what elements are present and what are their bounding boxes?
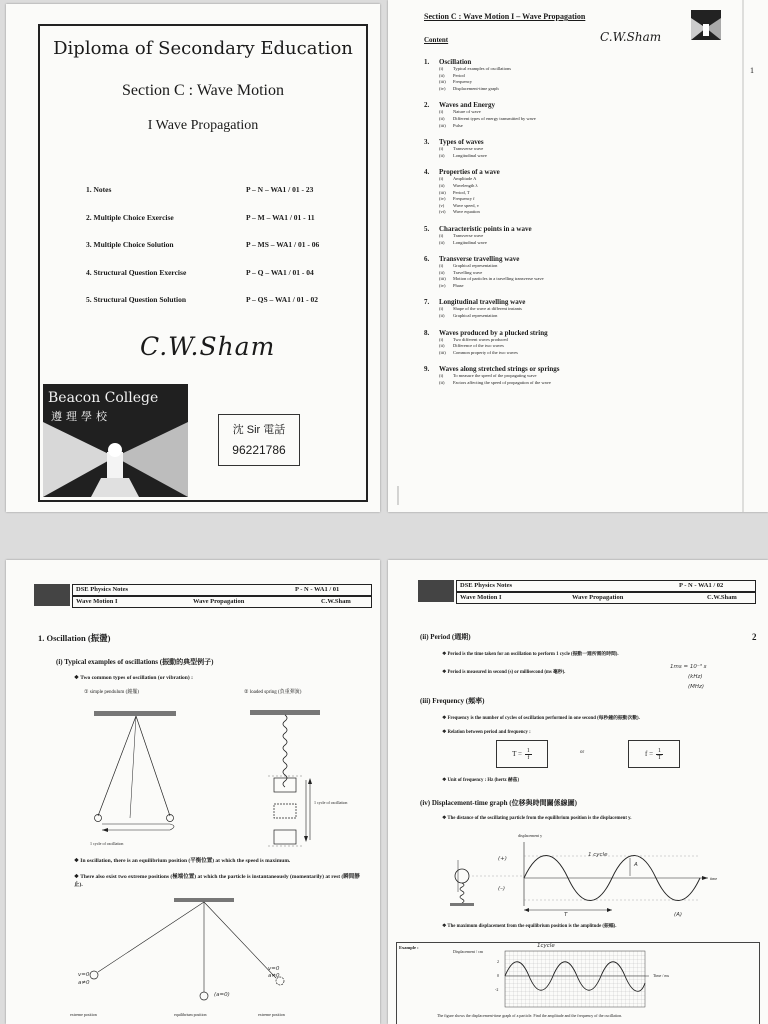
contents-subitem-text: Transverse wave <box>453 232 484 238</box>
contents-subitem <box>439 263 724 270</box>
contents-subitem-numeral: (iii) <box>439 122 446 128</box>
contents-topic-text: Types of waves <box>439 138 484 147</box>
notes-page-2 <box>388 560 768 1024</box>
section-heading: 1. Oscillation (振盪) <box>38 633 111 643</box>
page-number: 1 <box>750 66 754 75</box>
contents-subitem-text: Wave speed, v <box>453 202 480 208</box>
contents-subitem-numeral: (i) <box>439 232 444 238</box>
contents-subitem <box>439 373 724 380</box>
contents-subitem-text: Longitudinal wave <box>453 239 487 245</box>
contents-subitem-numeral: (ii) <box>439 115 445 121</box>
handnote-amplitude: A <box>634 862 638 868</box>
contents-subitem-numeral: (i) <box>439 66 444 71</box>
displacement-heading: (iv) Displacement-time graph (位移與時間關係線圖) <box>420 799 577 807</box>
contents-subitem-numeral: (ii) <box>439 239 445 245</box>
toc-row <box>86 286 356 314</box>
lighthouse-icon <box>43 422 188 497</box>
frac-denominator: f <box>527 754 530 761</box>
contents-topic-number: 2. <box>424 101 430 110</box>
contents-topic <box>424 255 724 289</box>
contents-subitem <box>439 183 724 190</box>
contents-subitem-text: Period <box>453 72 465 78</box>
contents-subitem-numeral: (vi) <box>439 209 446 215</box>
axis-t-label: time <box>710 876 718 881</box>
example-label: Example : <box>399 945 419 950</box>
contents-topic-title <box>424 101 724 109</box>
header-topic: Wave Motion I <box>460 594 502 601</box>
contents-subitem-text: Frequency <box>453 79 472 85</box>
contents-topic-number: 6. <box>424 255 430 264</box>
header-subtopic: Wave Propagation <box>572 594 624 601</box>
handnote-amplitude-2: (A) <box>674 912 683 918</box>
toc-row <box>86 204 356 232</box>
contents-subitem <box>439 86 724 93</box>
displacement-definition: ❖ The distance of the oscillating particle from the equilibrium position is the displacement y. <box>442 816 632 821</box>
bullet-equilibrium: ❖ In oscillation, there is an equilibrium position (平衡位置) at which the speed is maximum. <box>74 858 291 864</box>
handnote-minus: (–) <box>498 886 506 892</box>
extreme-right-label: extreme position <box>258 1012 285 1017</box>
header-subtopic: Wave Propagation <box>193 598 245 605</box>
contents-subitem <box>439 146 724 153</box>
contents-subitem-text: Shape of the wave at different instants <box>453 306 522 312</box>
contents-subitem-numeral: (i) <box>439 306 444 312</box>
contents-subitem-numeral: (iii) <box>439 189 446 195</box>
example-handnote-cycle: 1cycle <box>537 943 555 949</box>
contents-subitem-numeral: (ii) <box>439 380 445 386</box>
contents-topic <box>424 58 724 92</box>
oscillation-figures <box>6 560 380 1024</box>
contents-subitem-text: Typical examples of oscillations <box>453 66 512 71</box>
frequency-definition: ❖ Frequency is the number of cycles of oscillation performed in one second (每秒鐘的振動次數). <box>442 716 640 721</box>
contents-subitem-numeral: (i) <box>439 109 444 115</box>
contents-subitem-text: Motion of particles in a travelling transverse wave <box>453 276 544 282</box>
toc-row <box>86 176 356 204</box>
toc-name: 5. Structural Question Solution <box>86 295 187 305</box>
phone-number: 96221786 <box>232 443 286 457</box>
contents-subitem <box>439 190 724 197</box>
pendulum-cycle-label: 1 cycle of oscillation <box>90 841 124 846</box>
period-definition: ❖ Period is the time taken for an oscillation to perform 1 cycle (振動一週所需的時間). <box>442 652 619 657</box>
bullet-extreme: ❖ There also exist two extreme positions (極端位置) at which the particle is instantaneously (momentarily) at rest (瞬間靜止). <box>74 874 360 888</box>
cover-section-title: Section C : Wave Motion <box>122 82 284 99</box>
handnote-mhz: (MHz) <box>688 684 705 690</box>
handnote-ms: 1ms = 10⁻³ s <box>670 664 707 670</box>
contents-topic-title <box>424 138 724 146</box>
contents-topic-title <box>424 168 724 176</box>
contents-subitem-text: Frequency f <box>453 196 475 202</box>
contents-subitem-numeral: (i) <box>439 176 444 182</box>
contents-topic-title <box>424 255 724 263</box>
example-x-label: Time / ms <box>653 973 670 978</box>
contents-subitem <box>439 380 724 387</box>
contents-topic-title <box>424 365 724 373</box>
contents-subitem-numeral: (ii) <box>439 313 445 319</box>
contents-subitem-numeral: (i) <box>439 336 444 342</box>
example-graph <box>397 943 759 1024</box>
frequency-unit: ❖ Unit of frequency : Hz (hertz 赫茲) <box>442 778 520 783</box>
contents-topic-number: 1. <box>424 58 430 66</box>
contents-subitem-text: Displacement-time graph <box>453 85 499 91</box>
contents-subitem <box>439 350 724 357</box>
contents-subitem-numeral: (iii) <box>439 276 446 282</box>
contents-subitem-numeral: (v) <box>439 202 445 208</box>
contents-subitem-text: Longitudinal wave <box>453 152 487 158</box>
cover-title: Diploma of Secondary Education <box>53 38 353 59</box>
contents-topic-title <box>424 298 724 306</box>
phone-box <box>218 414 300 466</box>
contents-topic-number: 3. <box>424 138 430 147</box>
contents-subitem <box>439 240 724 247</box>
handnote-a-mid: (a=0) <box>214 992 230 998</box>
frac-numerator: 1 <box>526 747 530 754</box>
contents-header: Section C : Wave Motion I – Wave Propagation <box>424 12 586 21</box>
cover-subtitle: I Wave Propagation <box>147 118 259 133</box>
contents-topic-number: 5. <box>424 224 430 233</box>
contents-subitem-text: Phase <box>453 282 464 288</box>
contents-topic <box>424 101 724 129</box>
toc-row <box>86 259 356 287</box>
contents-topic-number: 4. <box>424 168 430 177</box>
contents-subitem-numeral: (i) <box>439 373 444 379</box>
contents-author: C.W.Sham <box>600 30 662 44</box>
contents-subitem-numeral: (ii) <box>439 269 445 275</box>
contents-subitem <box>439 306 724 313</box>
notes-page-1 <box>6 560 380 1024</box>
extreme-left-label: extreme position <box>70 1012 97 1017</box>
contents-subitem <box>439 176 724 183</box>
contents-subitem-text: Difference of the two waves <box>453 343 504 349</box>
contents-subitem <box>439 233 724 240</box>
contents-subitem <box>439 109 724 116</box>
contents-topic-text: Oscillation <box>439 58 472 66</box>
contents-subitem-text: To measure the speed of the propagating wave <box>453 373 537 379</box>
pendulum-label: ① simple pendulum (鐘擺) <box>84 690 139 695</box>
header-code: P - N - WA1 / 02 <box>679 582 724 589</box>
frac-denominator: T <box>657 754 662 761</box>
contents-subitem <box>439 153 724 160</box>
contents-topic-text: Waves along stretched strings or springs <box>439 365 560 374</box>
formula-lhs: f = <box>644 750 654 758</box>
header-author: C.W.Sham <box>707 594 737 601</box>
toc-code: P – M – WA1 / 01 - 11 <box>246 212 315 222</box>
example-box <box>396 942 760 1024</box>
contents-topic-text: Properties of a wave <box>439 168 500 177</box>
contents-subitem-numeral: (ii) <box>439 72 445 78</box>
phone-label: 沈 Sir 電話 <box>232 424 286 436</box>
contents-topic-number: 8. <box>424 328 430 337</box>
contents-subitem-text: Wave equation <box>453 209 480 215</box>
contents-subitem <box>439 270 724 277</box>
contents-subitem-text: Graphical representation <box>453 313 498 319</box>
handnote-period: T <box>564 912 568 918</box>
contents-subitem-numeral: (i) <box>439 263 444 269</box>
contents-subitem-numeral: (ii) <box>439 182 445 188</box>
school-name-cn: 遵理學校 <box>51 411 111 423</box>
contents-subitem <box>439 123 724 130</box>
contents-subitem-text: Nature of wave <box>453 109 481 115</box>
example-y-label: Displacement / cm <box>453 949 483 954</box>
contents-subitem <box>439 73 724 80</box>
contents-topic-text: Waves and Energy <box>439 101 496 110</box>
toc-code: P – Q – WA1 / 01 - 04 <box>246 267 314 277</box>
contents-label: Content <box>424 36 449 44</box>
contents-topic-title <box>424 58 724 66</box>
amplitude-definition: ❖ The maximum displacement from the equilibrium position is the amplitude (振幅). <box>442 924 617 929</box>
toc-code: P – QS – WA1 / 01 - 02 <box>246 295 318 305</box>
contents-subitem-text: Period, T <box>453 189 470 195</box>
example-tick-0: 0 <box>497 973 499 978</box>
equilibrium-label: equilibrium position <box>174 1012 207 1017</box>
contents-topic-text: Transverse travelling wave <box>439 255 520 264</box>
contents-topic <box>424 298 724 319</box>
handnote-plus: (+) <box>498 856 507 862</box>
contents-list <box>424 58 724 396</box>
handnote-a-left: a≠0 <box>78 980 90 986</box>
contents-topic-title <box>424 225 724 233</box>
contents-subitem <box>439 79 724 86</box>
contents-topic <box>424 138 724 159</box>
contents-subitem-numeral: (iv) <box>439 196 446 202</box>
handnote-a-right: a≠0 <box>268 973 280 979</box>
author-signature: C.W.Sham <box>140 332 276 361</box>
period-heading: (ii) Period (週期) <box>420 633 471 641</box>
contents-topic-number: 9. <box>424 365 430 374</box>
toc-name: 4. Structural Question Exercise <box>86 267 187 277</box>
period-unit: ❖ Period is measured in second (s) or millisecond (ms 毫秒). <box>442 670 566 675</box>
handnote-v-left: v=0 <box>78 972 90 978</box>
school-logo <box>43 384 188 497</box>
cover-page <box>6 4 380 512</box>
contents-subitem <box>439 283 724 290</box>
subsection-heading: (i) Typical examples of oscillations (振動的典型例子) <box>56 658 214 666</box>
contents-subitem-numeral: (ii) <box>439 152 445 158</box>
contents-topic <box>424 329 724 357</box>
contents-topic <box>424 168 724 216</box>
axis-y-label: displacement y <box>518 833 543 838</box>
contents-page <box>388 0 768 512</box>
contents-topic <box>424 225 724 246</box>
bullet-types: ❖ Two common types of oscillation (or vibration) : <box>74 675 193 681</box>
contents-subitem <box>439 276 724 283</box>
school-name-en: Beacon College <box>48 390 159 406</box>
formula-lhs: T = <box>512 750 522 758</box>
or-text: or <box>580 750 585 755</box>
contents-subitem-text: Transverse wave <box>453 146 484 152</box>
contents-subitem <box>439 313 724 320</box>
header-code: P - N - WA1 / 01 <box>295 586 340 593</box>
contents-subitem-text: Two different waves produced <box>453 336 508 342</box>
contents-subitem-text: Travelling wave <box>453 269 483 275</box>
contents-subitem-text: Different types of energy transmitted by wave <box>453 115 536 121</box>
contents-subitem-numeral: (ii) <box>439 343 445 349</box>
spring-cycle-label: 1 cycle of oscillation <box>314 800 348 805</box>
contents-topic-title <box>424 329 724 337</box>
contents-subitem <box>439 116 724 123</box>
contents-topic-text: Longitudinal travelling wave <box>439 298 526 307</box>
header-title: DSE Physics Notes <box>76 586 129 593</box>
spring-label: ② loaded spring (負重彈簧) <box>244 690 302 695</box>
contents-subitem <box>439 203 724 210</box>
frequency-relation: ❖ Relation between period and frequency : <box>442 730 531 735</box>
contents-subitem-numeral: (iv) <box>439 85 446 91</box>
handnote-v-right: v=0 <box>268 966 280 972</box>
toc-code: P – MS – WA1 / 01 - 06 <box>246 240 320 250</box>
toc-name: 3. Multiple Choice Solution <box>86 240 174 250</box>
header-topic: Wave Motion I <box>76 598 118 605</box>
contents-subitem-text: Graphical representation <box>453 263 498 269</box>
frequency-heading: (iii) Frequency (頻率) <box>420 697 485 705</box>
example-caption: The figure shows the displacement-time graph of a particle. Find the amplitude and the frequency of the oscillation. <box>437 1013 623 1018</box>
contents-topic <box>424 365 724 386</box>
page-number: 2 <box>752 632 757 642</box>
toc-name: 2. Multiple Choice Exercise <box>86 212 174 222</box>
toc-code: P – N – WA1 / 01 - 23 <box>246 185 314 195</box>
contents-subitem <box>439 196 724 203</box>
contents-subitem-numeral: (i) <box>439 146 444 152</box>
cover-toc <box>86 176 356 314</box>
contents-subitem <box>439 337 724 344</box>
toc-row <box>86 231 356 259</box>
contents-subitem-numeral: (iv) <box>439 282 446 288</box>
contents-subitem <box>439 343 724 350</box>
header-author: C.W.Sham <box>321 598 351 605</box>
handnote-cycle: 1 cycle <box>588 852 608 858</box>
toc-name: 1. Notes <box>86 185 112 195</box>
contents-subitem-text: Pulse <box>453 122 463 128</box>
contents-topic-text: Characteristic points in a wave <box>439 224 532 233</box>
contents-topic-number: 7. <box>424 298 430 307</box>
contents-subitem-numeral: (iii) <box>439 79 446 85</box>
frac-numerator: 1 <box>658 747 662 754</box>
cover-frame <box>38 24 368 502</box>
example-tick-2: 2 <box>497 959 499 964</box>
contents-subitem-text: Amplitude A <box>453 176 477 182</box>
contents-subitem-text: Common property of the two waves <box>453 349 518 355</box>
handnote-khz: (kHz) <box>688 674 703 680</box>
contents-subitem <box>439 66 724 73</box>
contents-subitem-text: Wavelength λ <box>453 182 478 188</box>
contents-subitem-numeral: (iii) <box>439 349 446 355</box>
example-tick-n2: -2 <box>495 987 499 992</box>
header-title: DSE Physics Notes <box>460 582 513 589</box>
contents-topic-text: Waves produced by a plucked string <box>439 328 548 337</box>
contents-subitem-text: Factors affecting the speed of propagation of the wave <box>453 380 551 386</box>
contents-subitem <box>439 209 724 216</box>
